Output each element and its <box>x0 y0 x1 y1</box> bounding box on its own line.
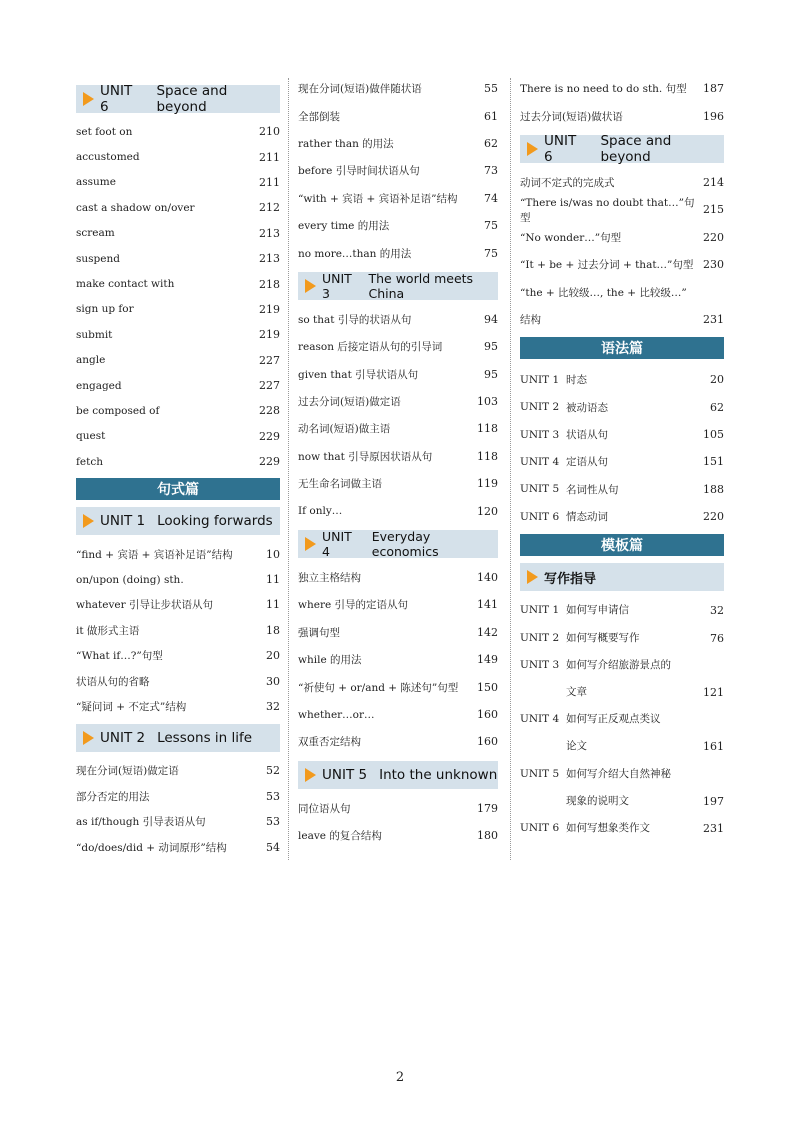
toc-entry[interactable] <box>76 195 280 220</box>
entry-unit: UNIT 1 <box>520 604 560 617</box>
toc-entry[interactable] <box>298 388 498 415</box>
unit-heading <box>298 761 498 789</box>
toc-entry[interactable] <box>520 652 724 706</box>
toc-entry[interactable] <box>76 809 280 834</box>
toc-entry[interactable] <box>76 246 280 271</box>
column-divider <box>510 78 511 860</box>
toc-entry[interactable] <box>76 541 280 566</box>
entry-page: 140 <box>477 571 498 585</box>
entry-page: 94 <box>484 312 498 326</box>
toc-entry[interactable] <box>76 348 280 373</box>
entry-text: 状语从句的省略 <box>76 675 150 688</box>
entry-page: 20 <box>710 373 724 387</box>
entry-page: 179 <box>477 801 498 815</box>
entry-page: 62 <box>710 400 724 414</box>
entry-text: “祈使句 + or/and + 陈述句”句型 <box>298 681 459 694</box>
entry-page: 30 <box>266 674 280 688</box>
unit4-list <box>298 564 498 756</box>
entry-page: 214 <box>703 175 724 189</box>
unit-code: UNIT 4 <box>322 528 352 559</box>
entry-text <box>566 761 698 815</box>
entry-page: 61 <box>484 109 498 123</box>
unit-heading <box>298 530 498 558</box>
entry-line-1: 如何写正反观点类议 <box>566 713 661 726</box>
play-arrow-icon <box>305 768 316 782</box>
entry-text: be composed of <box>76 404 160 417</box>
toc-entry[interactable] <box>520 169 724 196</box>
entry-line-2: 文章 <box>566 686 587 699</box>
play-arrow-icon <box>305 279 316 293</box>
toc-entry[interactable] <box>76 567 280 592</box>
unit6-list <box>520 169 724 333</box>
entry-page: 11 <box>266 598 280 612</box>
toc-entry[interactable] <box>76 694 280 719</box>
entry-unit: UNIT 6 <box>520 822 560 835</box>
entry-page: 10 <box>266 547 280 561</box>
toc-entry[interactable] <box>520 251 724 278</box>
entry-text: 独立主格结构 <box>298 572 361 585</box>
unit-title: Looking forwards <box>157 513 273 530</box>
toc-entry[interactable] <box>76 297 280 322</box>
entry-page: 32 <box>710 604 724 618</box>
entry-page: 73 <box>484 164 498 178</box>
play-arrow-icon <box>527 142 538 156</box>
entry-text: accustomed <box>76 151 140 164</box>
entry-text: 全部倒装 <box>298 110 340 123</box>
entry-line-1: 如何写申请信 <box>566 604 629 617</box>
entry-text: “No wonder…”句型 <box>520 231 622 244</box>
entry-unit: UNIT 2 <box>520 631 560 644</box>
toc-column-3 <box>520 80 724 842</box>
entry-page: 197 <box>703 794 724 808</box>
entry-line-1: 如何写概要写作 <box>566 631 640 644</box>
entry-text: leave 的复合结构 <box>298 830 382 843</box>
toc-entry[interactable] <box>520 278 724 305</box>
play-arrow-icon <box>83 92 94 106</box>
entry-page: 105 <box>703 428 724 442</box>
entry-page: 188 <box>703 482 724 496</box>
entry-text: so that 引导的状语从句 <box>298 313 412 326</box>
toc-entry[interactable] <box>76 668 280 693</box>
entry-text: where 引导的定语从句 <box>298 599 409 612</box>
entry-text: “There is/was no doubt that…”句型 <box>520 196 695 224</box>
unit-heading <box>298 272 498 300</box>
toc-entry[interactable] <box>76 592 280 617</box>
unit-heading <box>76 724 280 752</box>
entry-page: 229 <box>259 455 280 469</box>
toc-entry[interactable] <box>76 221 280 246</box>
entry-text: on/upon (doing) sth. <box>76 573 184 586</box>
toc-entry[interactable] <box>298 470 498 497</box>
entry-text: cast a shadow on/over <box>76 201 195 214</box>
entry-text: fetch <box>76 455 103 468</box>
entry-text: 无生命名词做主语 <box>298 478 382 491</box>
entry-page: 53 <box>266 815 280 829</box>
toc-entry[interactable] <box>298 306 498 333</box>
toc-entry[interactable] <box>298 701 498 728</box>
entry-page: 220 <box>703 230 724 244</box>
entry-page: 215 <box>703 203 724 217</box>
toc-entry[interactable] <box>520 448 724 475</box>
entry-unit: UNIT 6 <box>520 510 560 523</box>
entry-text: 结构 <box>520 313 541 326</box>
entry-page: 18 <box>266 623 280 637</box>
toc-entry[interactable] <box>76 170 280 195</box>
entry-page: 76 <box>710 631 724 645</box>
play-arrow-icon <box>305 537 316 551</box>
entry-page: 55 <box>484 82 498 96</box>
entry-text: “It + be + 过去分词 + that…”句型 <box>520 259 694 272</box>
entry-text: 强调句型 <box>298 626 340 639</box>
toc-entry[interactable] <box>298 185 498 212</box>
toc-entry[interactable] <box>298 239 498 266</box>
toc-entry[interactable] <box>298 333 498 360</box>
entry-text: There is no need to do sth. 句型 <box>520 83 687 96</box>
entry-line-1: 如何写介绍大自然神秘 <box>566 767 671 780</box>
entry-text: 定语从句 <box>566 456 608 469</box>
unit-heading <box>76 85 280 113</box>
entry-page: 211 <box>259 150 280 164</box>
entry-page: 118 <box>477 449 498 463</box>
toc-entry[interactable] <box>520 625 724 652</box>
entry-page: 213 <box>259 226 280 240</box>
toc-entry[interactable] <box>520 706 724 760</box>
entry-text: 现在分词(短语)做伴随状语 <box>298 83 422 96</box>
entry-page: 231 <box>703 822 724 836</box>
entry-line-2: 现象的说明文 <box>566 794 629 807</box>
unit-title: Space and beyond <box>156 83 228 115</box>
entry-page: 218 <box>259 277 280 291</box>
entry-unit: UNIT 1 <box>520 373 560 386</box>
toc-entry[interactable] <box>298 728 498 755</box>
entry-text: 情态动词 <box>566 511 608 524</box>
entry-page: 120 <box>477 504 498 518</box>
entry-text: given that 引导状语从句 <box>298 368 419 381</box>
unit-code: UNIT 1 <box>100 513 146 530</box>
entry-text: “find + 宾语 + 宾语补足语”结构 <box>76 548 233 561</box>
entry-page: 121 <box>703 686 724 700</box>
toc-entry[interactable] <box>520 224 724 251</box>
entry-text: “the + 比较级…, the + 比较级…” <box>520 286 687 299</box>
toc-entry[interactable] <box>520 476 724 503</box>
toc-entry[interactable] <box>298 102 498 129</box>
entry-page: 32 <box>266 700 280 713</box>
entry-text: quest <box>76 430 106 443</box>
entry-page: 150 <box>477 680 498 694</box>
entry-text: 部分否定的用法 <box>76 790 150 803</box>
section-heading-grammar: 语法篇 <box>520 337 724 359</box>
entry-page: 141 <box>477 598 498 612</box>
toc-entry[interactable] <box>520 421 724 448</box>
entry-line-2: 论文 <box>566 740 587 753</box>
unit3-list <box>298 306 498 525</box>
entry-page: 227 <box>259 379 280 393</box>
entry-text: suspend <box>76 252 120 265</box>
toc-entry[interactable] <box>298 75 498 102</box>
toc-column-2 <box>298 80 498 849</box>
entry-page: 211 <box>259 175 280 189</box>
entry-text: “do/does/did + 动词原形”结构 <box>76 841 227 854</box>
page-number: 2 <box>395 1070 405 1085</box>
vocab-list <box>76 119 280 474</box>
unit5-continued-list <box>520 75 724 130</box>
toc-entry[interactable] <box>520 761 724 815</box>
entry-text: rather than 的用法 <box>298 137 394 150</box>
toc-entry[interactable] <box>520 503 724 530</box>
section-heading-sentence: 句式篇 <box>76 478 280 500</box>
entry-page: 95 <box>484 367 498 381</box>
unit-code: UNIT 3 <box>322 270 352 301</box>
toc-entry[interactable] <box>520 394 724 421</box>
entry-unit: UNIT 5 <box>520 483 560 496</box>
entry-text <box>566 815 698 842</box>
entry-text: 现在分词(短语)做定语 <box>76 765 179 778</box>
writing-guide-title: 写作指导 <box>544 571 597 587</box>
entry-text: make contact with <box>76 278 175 291</box>
toc-entry[interactable] <box>76 618 280 643</box>
toc-entry[interactable] <box>298 361 498 388</box>
entry-page: 196 <box>703 109 724 123</box>
entry-text: If only… <box>298 505 343 518</box>
toc-entry[interactable] <box>298 497 498 524</box>
entry-page: 119 <box>477 477 498 491</box>
entry-page: 118 <box>477 422 498 436</box>
entry-page: 230 <box>703 258 724 272</box>
entry-unit: UNIT 4 <box>520 455 560 468</box>
toc-entry[interactable] <box>298 646 498 673</box>
toc-column-1 <box>76 80 280 860</box>
entry-text: 动词不定式的完成式 <box>520 176 615 189</box>
unit2-continued-list <box>298 75 498 267</box>
entry-text: set foot on <box>76 125 133 138</box>
toc-entry[interactable] <box>76 424 280 449</box>
entry-page: 95 <box>484 340 498 354</box>
unit-title: Into the unknown <box>379 766 498 783</box>
toc-entry[interactable] <box>520 815 724 842</box>
entry-text: reason 后接定语从句的引导词 <box>298 341 443 354</box>
entry-page: 62 <box>484 136 498 150</box>
entry-text: sign up for <box>76 303 134 316</box>
entry-text: 被动语态 <box>566 401 608 414</box>
toc-entry[interactable] <box>520 196 724 223</box>
unit-title: The world meets China <box>368 270 474 301</box>
toc-entry[interactable] <box>298 591 498 618</box>
entry-text: engaged <box>76 379 122 392</box>
entry-page: 75 <box>484 219 498 233</box>
toc-entry[interactable] <box>76 449 280 474</box>
play-arrow-icon <box>83 514 94 528</box>
entry-page: 160 <box>477 735 498 749</box>
toc-entry[interactable] <box>76 398 280 423</box>
toc-entry[interactable] <box>298 673 498 700</box>
unit-title: Everyday economics <box>371 528 439 559</box>
entry-page: 228 <box>259 404 280 418</box>
entry-unit: UNIT 5 <box>520 767 560 780</box>
toc-entry[interactable] <box>298 415 498 442</box>
entry-page: 161 <box>703 740 724 754</box>
entry-page: 220 <box>703 510 724 524</box>
entry-page: 180 <box>477 829 498 843</box>
toc-entry[interactable] <box>76 144 280 169</box>
play-arrow-icon <box>83 731 94 745</box>
entry-text: scream <box>76 227 115 240</box>
unit-heading <box>76 507 280 535</box>
grammar-list <box>520 366 724 530</box>
toc-entry[interactable] <box>76 834 280 859</box>
toc-entry[interactable] <box>76 271 280 296</box>
entry-text: 名词性从句 <box>566 483 619 496</box>
entry-text: no more…than 的用法 <box>298 247 412 260</box>
toc-entry[interactable] <box>520 597 724 624</box>
entry-unit: UNIT 2 <box>520 401 560 414</box>
entry-unit: UNIT 3 <box>520 658 560 671</box>
toc-entry[interactable] <box>76 322 280 347</box>
unit-title: Lessons in life <box>157 730 253 747</box>
entry-text: whatever 引导让步状语从句 <box>76 599 213 612</box>
entry-text: angle <box>76 354 106 367</box>
entry-text: every time 的用法 <box>298 220 390 233</box>
play-arrow-icon <box>527 570 538 584</box>
entry-text: it 做形式主语 <box>76 624 140 637</box>
unit-code: UNIT 2 <box>100 730 146 747</box>
unit1-list <box>76 541 280 719</box>
entry-text <box>566 625 698 652</box>
entry-page: 20 <box>266 649 280 663</box>
entry-page: 74 <box>484 191 498 205</box>
entry-text: 过去分词(短语)做状语 <box>520 110 623 123</box>
toc-entry[interactable] <box>298 212 498 239</box>
entry-text: assume <box>76 176 116 189</box>
writing-list <box>520 597 724 842</box>
unit-code: UNIT 5 <box>322 766 368 783</box>
toc-entry[interactable] <box>520 306 724 333</box>
toc-entry[interactable] <box>298 795 498 822</box>
entry-unit: UNIT 4 <box>520 713 560 726</box>
entry-text: whether…or… <box>298 708 375 721</box>
toc-entry[interactable] <box>298 157 498 184</box>
entry-text: as if/though 引导表语从句 <box>76 816 206 829</box>
entry-unit: UNIT 3 <box>520 428 560 441</box>
entry-page: 160 <box>477 708 498 721</box>
unit-code: UNIT 6 <box>100 83 133 115</box>
entry-text: 过去分词(短语)做定语 <box>298 396 401 409</box>
toc-entry[interactable] <box>520 366 724 393</box>
entry-page: 219 <box>259 328 280 342</box>
toc-entry[interactable] <box>298 443 498 470</box>
entry-text: 双重否定结构 <box>298 736 361 749</box>
entry-page: 54 <box>266 840 280 854</box>
toc-entry[interactable] <box>76 643 280 668</box>
entry-text: submit <box>76 328 113 341</box>
entry-page: 231 <box>703 312 724 326</box>
entry-text: “What if…?”句型 <box>76 650 163 663</box>
writing-guide-heading <box>520 563 724 591</box>
toc-entry[interactable] <box>520 102 724 129</box>
entry-text: while 的用法 <box>298 654 362 667</box>
entry-text: “with + 宾语 + 宾语补足语”结构 <box>298 192 458 205</box>
unit-title: Space and beyond <box>600 132 672 165</box>
entry-text: 同位语从句 <box>298 802 351 815</box>
toc-entry[interactable] <box>298 822 498 849</box>
unit5-list <box>298 795 498 850</box>
entry-page: 149 <box>477 653 498 667</box>
entry-text: before 引导时间状语从句 <box>298 165 420 178</box>
entry-text: 状语从句 <box>566 429 608 442</box>
entry-line-1: 如何写想象类作文 <box>566 822 650 835</box>
entry-page: 103 <box>477 395 498 409</box>
entry-page: 213 <box>259 252 280 266</box>
toc-entry[interactable] <box>520 75 724 102</box>
unit2-list <box>76 758 280 860</box>
toc-entry[interactable] <box>298 130 498 157</box>
entry-page: 229 <box>259 429 280 443</box>
entry-text: “疑问词 + 不定式”结构 <box>76 701 187 713</box>
entry-page: 75 <box>484 246 498 260</box>
entry-text <box>566 597 698 624</box>
entry-text: now that 引导原因状语从句 <box>298 450 433 463</box>
toc-entry[interactable] <box>76 119 280 144</box>
entry-page: 142 <box>477 625 498 639</box>
unit-code: UNIT 6 <box>544 132 577 165</box>
entry-text: 动名词(短语)做主语 <box>298 423 391 436</box>
toc-entry[interactable] <box>76 758 280 783</box>
entry-text <box>566 706 698 760</box>
entry-page: 187 <box>703 82 724 96</box>
entry-page: 227 <box>259 353 280 367</box>
toc-entry[interactable] <box>76 784 280 809</box>
toc-entry[interactable] <box>76 373 280 398</box>
toc-entry[interactable] <box>298 564 498 591</box>
entry-text: 时态 <box>566 374 587 387</box>
entry-page: 219 <box>259 302 280 316</box>
entry-text <box>566 652 698 706</box>
entry-page: 53 <box>266 789 280 803</box>
column-divider <box>288 78 289 860</box>
toc-entry[interactable] <box>298 619 498 646</box>
entry-page: 52 <box>266 764 280 778</box>
unit-heading <box>520 132 724 165</box>
entry-page: 210 <box>259 125 280 139</box>
entry-page: 151 <box>703 455 724 469</box>
entry-page: 11 <box>266 573 280 587</box>
section-heading-template: 模板篇 <box>520 534 724 556</box>
entry-line-1: 如何写介绍旅游景点的 <box>566 658 671 671</box>
entry-page: 212 <box>259 201 280 215</box>
